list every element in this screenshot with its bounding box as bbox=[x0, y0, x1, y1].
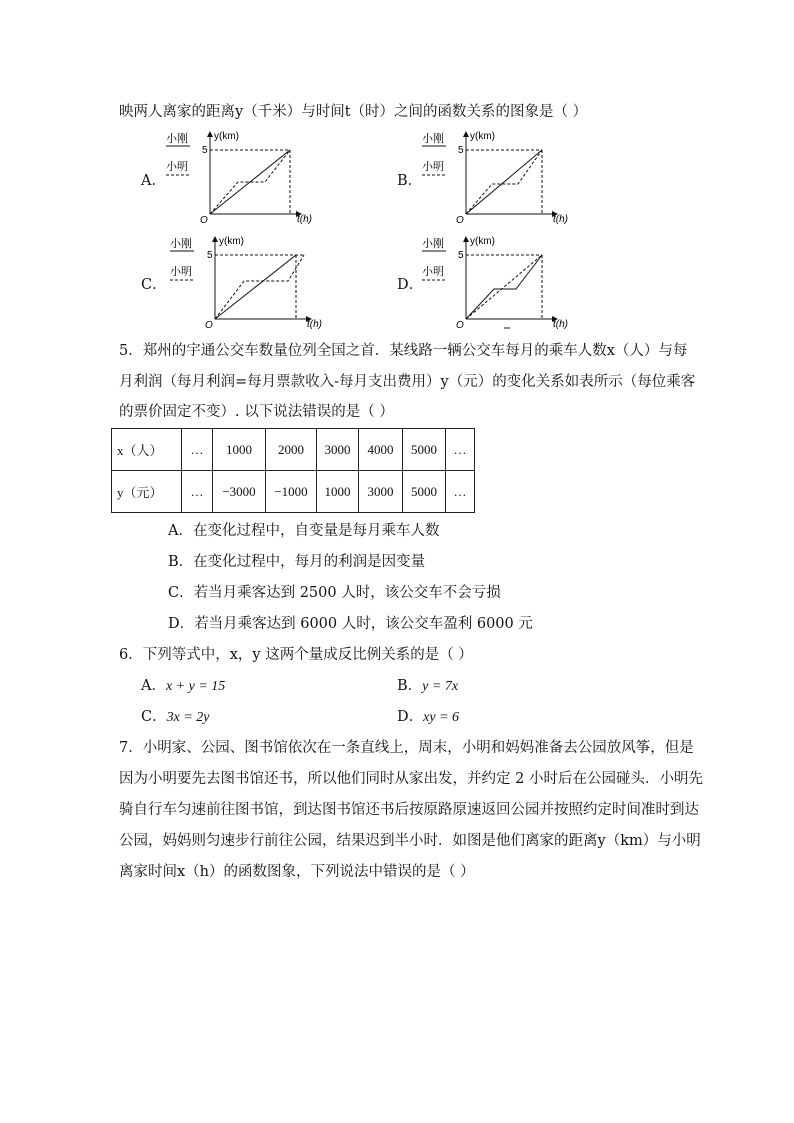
option-expression: x + y = 15 bbox=[165, 679, 226, 694]
legend-label-xiaogang: 小刚 bbox=[170, 238, 192, 250]
legend-label-xiaoming: 小明 bbox=[422, 161, 444, 173]
table-cell: −3000 bbox=[213, 471, 266, 513]
q5-option-a[interactable]: A．在变化过程中，自变量是每月乘车人数 bbox=[168, 523, 440, 539]
q6-option-a[interactable] bbox=[141, 677, 225, 696]
q4-option-b-label[interactable]: B． bbox=[397, 173, 423, 189]
q5-option-b[interactable]: B．在变化过程中，每月的利润是因变量 bbox=[168, 554, 426, 570]
xiaoming-path bbox=[466, 255, 542, 319]
legend-label-xiaoming: 小明 bbox=[166, 161, 188, 173]
table-cell: 3000 bbox=[359, 471, 403, 513]
q6-option-b[interactable] bbox=[397, 677, 458, 696]
q5-line-3: 的票价固定不变）. 以下说法错误的是（ ） bbox=[119, 404, 394, 420]
option-label: D． bbox=[397, 709, 424, 725]
q4-option-d-graph bbox=[416, 233, 576, 331]
q7-line-1: 7．小明家、公园、图书馆依次在一条直线上，周末，小明和妈妈准备去公园放风筝，但是 bbox=[119, 740, 694, 756]
origin-label: O bbox=[456, 320, 464, 331]
table-cell: 1000 bbox=[317, 471, 359, 513]
option-label: A． bbox=[141, 678, 166, 694]
origin-label: O bbox=[456, 215, 464, 226]
y-tick-5: 5 bbox=[458, 145, 464, 156]
q4-option-a-graph bbox=[160, 128, 320, 226]
xiaogang-path bbox=[466, 255, 542, 319]
legend-label-xiaogang: 小刚 bbox=[422, 238, 444, 250]
q4-option-c-graph bbox=[160, 233, 320, 331]
q5-line-2: 月利润（每月利润=每月票款收入-每月支出费用）y（元）的变化关系如表所示（每位乘客 bbox=[119, 374, 696, 390]
q5-data-table bbox=[111, 428, 475, 513]
table-cell: 4000 bbox=[359, 429, 403, 471]
table-cell: … bbox=[182, 471, 213, 513]
option-expression: 3x = 2y bbox=[166, 710, 210, 725]
q6-question: 6．下列等式中，x，y 这两个量成反比例关系的是（ ） bbox=[119, 647, 473, 663]
table-cell: 3000 bbox=[317, 429, 359, 471]
x-axis-label: t(h) bbox=[297, 214, 312, 225]
origin-label: O bbox=[200, 215, 208, 226]
y-tick-5: 5 bbox=[202, 145, 208, 156]
q7-line-4: 公园，妈妈则匀速步行前往公园，结果迟到半小时．如图是他们离家的距离y（km）与小明 bbox=[119, 833, 701, 849]
x-axis-label: t(h) bbox=[307, 319, 322, 330]
xiaogang-path bbox=[466, 150, 542, 214]
q5-option-d[interactable]: D．若当月乘客达到 6000 人时，该公交车盈利 6000 元 bbox=[168, 616, 533, 632]
y-tick-5: 5 bbox=[458, 250, 464, 261]
option-expression: y = 7x bbox=[422, 679, 459, 694]
table-cell: y（元） bbox=[112, 471, 182, 513]
option-label: B． bbox=[397, 678, 423, 694]
table-cell: … bbox=[446, 429, 475, 471]
table-cell: −1000 bbox=[266, 471, 317, 513]
xiaogang-path bbox=[215, 255, 296, 319]
legend-label-xiaoming: 小明 bbox=[422, 266, 444, 278]
q7-line-3: 骑自行车匀速前往图书馆，到达图书馆还书后按原路原速返回公园并按照约定时间准时到达 bbox=[119, 802, 699, 818]
table-cell: x（人） bbox=[112, 429, 182, 471]
y-axis-label: y(km) bbox=[470, 236, 495, 247]
x-axis-label: t(h) bbox=[553, 214, 568, 225]
table-cell: … bbox=[446, 471, 475, 513]
table-cell: 5000 bbox=[403, 429, 446, 471]
q5-option-c[interactable]: C．若当月乘客达到 2500 人时，该公交车不会亏损 bbox=[168, 585, 501, 601]
y-axis-label: y(km) bbox=[219, 236, 244, 247]
q7-line-2: 因为小明要先去图书馆还书，所以他们同时从家出发，并约定 2 小时后在公园碰头．小明先 bbox=[119, 771, 703, 787]
q7-line-5: 离家时间x（h）的函数图象，下列说法中错误的是（ ） bbox=[119, 864, 475, 880]
origin-label: O bbox=[205, 320, 213, 331]
q4-option-b-graph bbox=[416, 128, 576, 226]
xiaogang-path bbox=[210, 150, 290, 214]
table-row bbox=[112, 429, 475, 471]
legend-label-xiaoming: 小明 bbox=[170, 266, 192, 278]
q4-option-c-label[interactable]: C． bbox=[141, 277, 167, 293]
table-row bbox=[112, 471, 475, 513]
table-cell: 5000 bbox=[403, 471, 446, 513]
option-label: C． bbox=[141, 709, 167, 725]
q4-intro-text: 映两人离家的距离y（千米）与时间t（时）之间的函数关系的图象是（ ） bbox=[119, 104, 588, 120]
y-axis-label: y(km) bbox=[214, 131, 239, 142]
option-expression: xy = 6 bbox=[423, 710, 460, 725]
xiaoming-path bbox=[215, 255, 304, 319]
x-axis-label: t(h) bbox=[553, 319, 568, 330]
q4-option-a-label[interactable]: A． bbox=[141, 173, 166, 189]
legend-label-xiaogang: 小刚 bbox=[166, 133, 188, 145]
q5-line-1: 5．郑州的宇通公交车数量位列全国之首．某线路一辆公交车每月的乘车人数x（人）与每 bbox=[119, 343, 688, 359]
q4-option-d-label[interactable]: D． bbox=[397, 277, 424, 293]
table-cell: 1000 bbox=[213, 429, 266, 471]
legend-label-xiaogang: 小刚 bbox=[422, 133, 444, 145]
y-axis-label: y(km) bbox=[470, 131, 495, 142]
table-cell: 2000 bbox=[266, 429, 317, 471]
y-tick-5: 5 bbox=[207, 250, 213, 261]
q6-option-d[interactable] bbox=[397, 708, 459, 727]
table-cell: … bbox=[182, 429, 213, 471]
q6-option-c[interactable] bbox=[141, 708, 209, 727]
